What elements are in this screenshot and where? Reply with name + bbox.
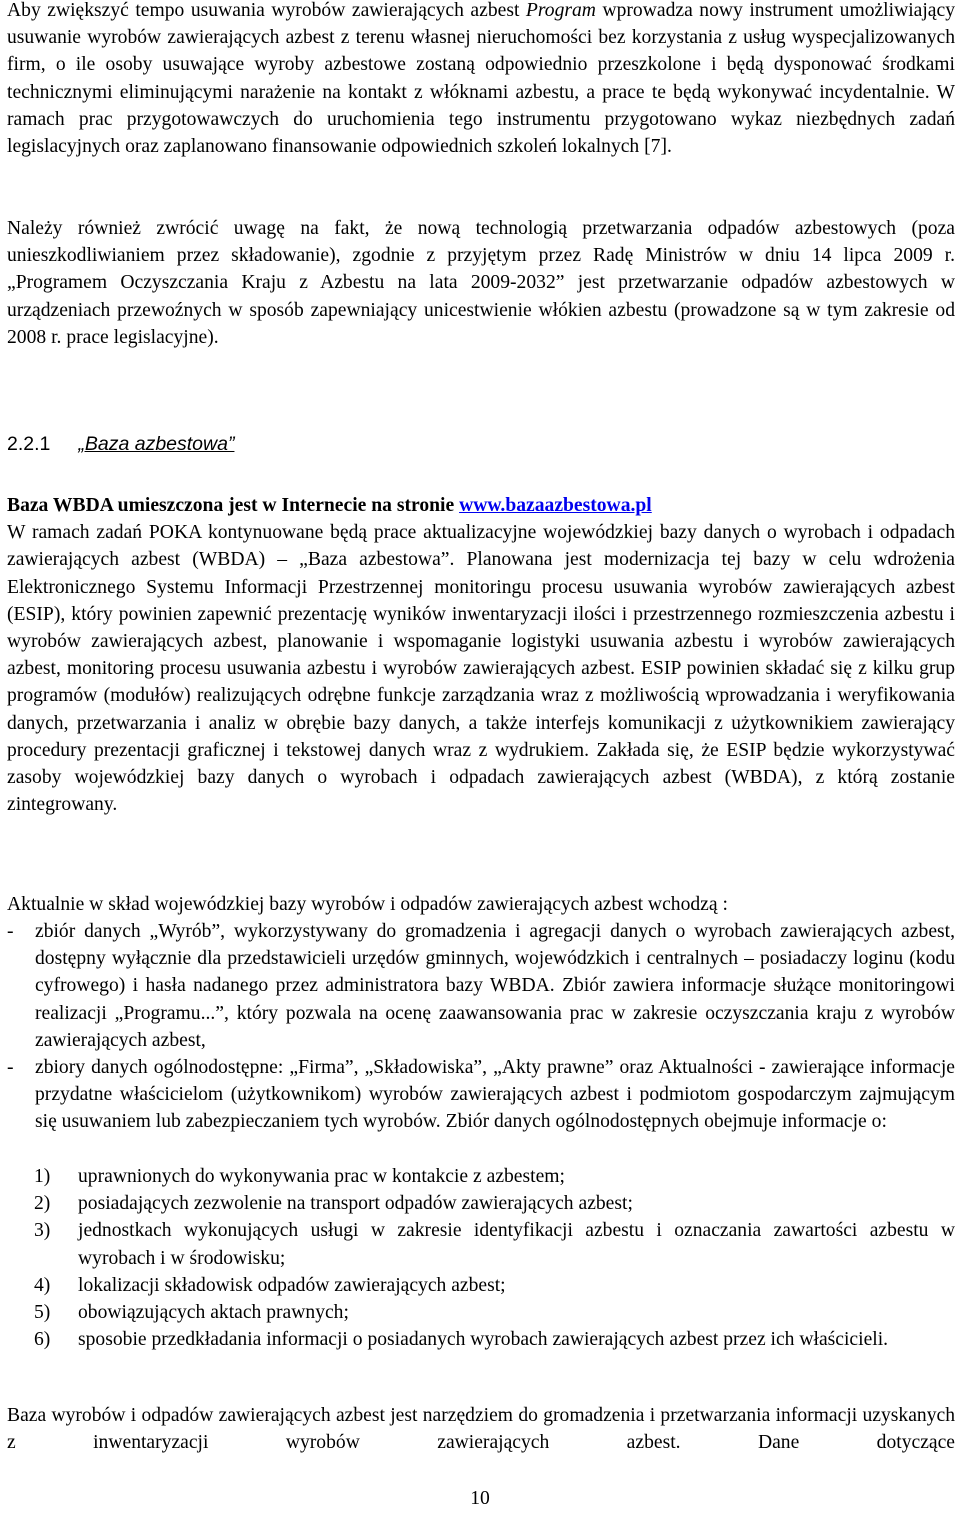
page-number: 10: [470, 1488, 490, 1509]
numbered-list-item: 4) lokalizacji składowisk odpadów zawierających azbest;: [34, 1274, 506, 1296]
wbda-website-line: Baza WBDA umieszczona jest w Internecie na stronie www.bazaazbestowa.pl: [7, 495, 652, 516]
numbered-list-item: 1) uprawnionych do wykonywania prac w kontakcie z azbestem;: [34, 1166, 565, 1187]
dash-list-item: [7, 1054, 955, 1136]
numbered-list: [7, 1163, 955, 1353]
dash-marker: -: [7, 921, 14, 942]
numbered-list-item: 3) jednostkach wykonujących usługi w zakresie identyfikacji azbestu i oznaczania zawartości azbestu w wyrobach i w środowisku;: [34, 1220, 955, 1269]
section-heading: [7, 432, 234, 456]
paragraph-asbestos-removal-instrument: Aby zwiększyć tempo usuwania wyrobów zawierających azbest Program wprowadza nowy instrument umożliwiający usuwanie wyrobów zawierających azbest z terenu własnej nieruchomości bez korzystania z usług wyspecjalizowanych firm, o ile osoby usuwające wyroby azbestowe zostaną odpowiednio przeszkolone i będą dysponować środkami technicznymi eliminującymi narażenie na kontakt z włóknami azbestu, a prace te będą wykonywać incydentalnie. W ramach prac przygotowawczych do uruchomienia tego instrumentu przygotowano wykaz niezbędnych zadań legislacyjnych oraz zaplanowano finansowanie odpowiednich szkoleń lokalnych [7].: [7, 0, 955, 158]
numbered-list-item: 6) sposobie przedkładania informacji o posiadanych wyrobach zawierających azbest przez ich właścicieli.: [34, 1329, 889, 1351]
bazaazbestowa-link[interactable]: www.bazaazbestowa.pl: [459, 495, 652, 516]
dash-list-item: [7, 918, 955, 1054]
wbda-description: W ramach zadań POKA kontynuowane będą prace aktualizacyjne wojewódzkiej bazy danych o wyrobach i odpadach zawierających azbest (WBDA) – „Baza azbestowa”. Planowana jest modernizacja tej bazy w celu wdrożenia Elektronicznego Systemu Informacji Przestrzennej monitoringu procesu usuwania wyrobów zawierających azbest (ESIP), który powinien zapewnić prezentację wyników inwentaryzacji ilości i przestrzennego rozmieszczenia azbestu i wyrobów zawierających azbest, planowanie i wspomaganie logistyki usuwania azbestu i wyrobów zawierających azbest, monitoring procesu usuwania azbestu i wyrobów zawierających azbest. ESIP powinien składać się z kilku grup programów (modułów) realizujących odrębne funkcje zarządzania wraz z możliwością wprowadzania i weryfikowania danych, przetwarzania i analiz w obrębie bazy danych, a także interfejs komunikacji z użytkownikiem zawierający procedury prezentacji graficznej i tekstowej danych wraz z wydrukiem. Zakłada się, że ESIP będzie wykorzystywać zasoby wojewódzkiej bazy danych o wyrobach i odpadach zawierających azbest (WBDA), z którą zostanie zintegrowany.: [7, 522, 955, 816]
section-title: „Baza azbestowa”: [78, 433, 235, 455]
numbered-list-item: 2) posiadających zezwolenie na transport odpadów zawierających azbest;: [34, 1193, 633, 1215]
dash-marker: -: [7, 1057, 14, 1078]
dash-item-text: zbiory danych ogólnodostępne: „Firma”, „Składowiska”, „Akty prawne” oraz Aktualności - zawierające informacje przydatne właścicielom (użytkownikom) wyrobów zawierających azbest i podmiotom gospodarczym zajmującym się usuwaniem lub zabezpieczaniem tych wyrobów. Zbiór danych ogólnodostępnych obejmuje informacje o:: [35, 1057, 955, 1133]
paragraph-wbda-database: [7, 492, 955, 818]
numbered-list-item: 5) obowiązujących aktach prawnych;: [34, 1302, 349, 1324]
paragraph-database-tool: Baza wyrobów i odpadów zawierających azbest jest narzędziem do gromadzenia i przetwarzania informacji uzyskanych z inwentaryzacji wyrobów zawierających azbest. Dane dotyczące: [7, 1405, 955, 1454]
paragraph-database-components-intro: Aktualnie w skład wojewódzkiej bazy wyrobów i odpadów zawierających azbest wchodzą :: [7, 894, 728, 915]
paragraph-processing-technology: Należy również zwrócić uwagę na fakt, że nową technologią przetwarzania odpadów azbestowych (poza unieszkodliwianiem przez składowanie), zgodnie z przyjętym przez Radę Ministrów w dniu 14 lipca 2009 r. „Programem Oczyszczania Kraju z Azbestu na lata 2009-2032” jest przetwarzanie odpadów azbestowych w urządzeniach przewoźnych w sposób zapewniający unicestwienie włókien azbestu (prowadzone są w tym zakresie od 2008 r. prace legislacyjne).: [7, 218, 955, 348]
dash-item-text: zbiór danych „Wyrób”, wykorzystywany do gromadzenia i agregacji danych o wyrobach zawierających azbest, dostępny wyłącznie dla przedstawicieli urzędów gminnych, wojewódzkich i centralnych – posiadaczy loginu (kodu cyfrowego) i hasła nadanego przez administratora bazy WBDA. Zbiór zawiera informacje służące monitoringowi realizacji „Programu...”, który pozwala na ocenę zaawansowania prac w zakresie oczyszczania kraju z wyrobów zawierających azbest,: [35, 921, 955, 1051]
section-number: 2.2.1: [7, 433, 51, 455]
program-italic: Program: [525, 0, 596, 21]
